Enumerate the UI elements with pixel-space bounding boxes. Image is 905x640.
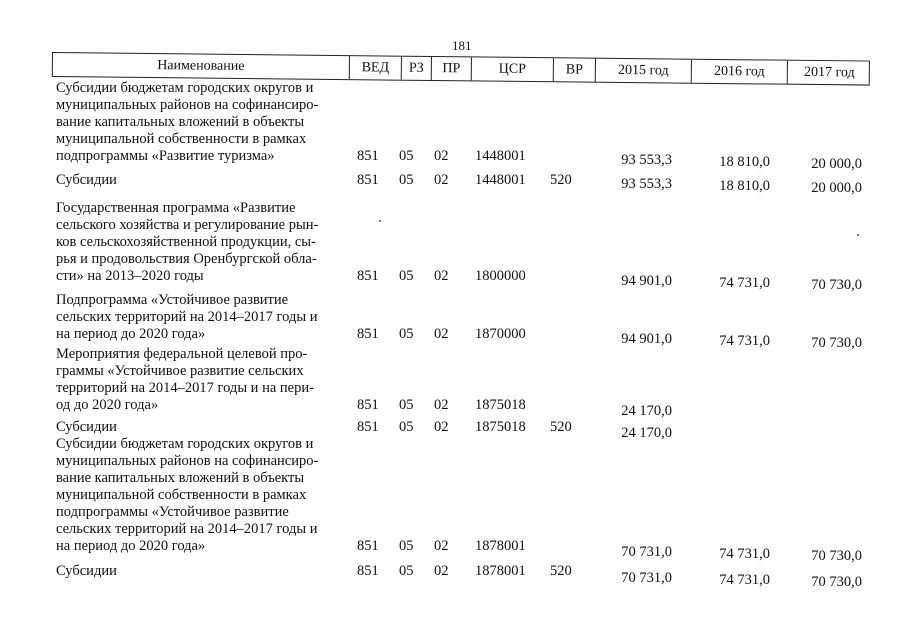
cell-name: Мероприятия федеральной целевой про- граммы «Устойчивое развитие сельских территорий на 2014–2017 годы и на пери- од до 2020 года» <box>56 346 314 413</box>
cell-name: Субсидии бюджетам городских округов и муниципальных районов на софинансиро- вание капитальных вложений в объекты муниципальной собственности в рамках подпрограммы «Развитие туризма» <box>56 80 319 164</box>
cell-2015: 24 170,0 <box>621 403 672 419</box>
cell-csr: 1875018 <box>475 419 526 435</box>
cell-ved: 851 <box>357 148 379 164</box>
header-ved: ВЕД <box>349 56 401 80</box>
cell-2017: 70 730,0 <box>811 574 862 590</box>
cell-ved: 851 <box>357 172 379 188</box>
cell-csr: 1870000 <box>475 326 526 342</box>
cell-csr: 1448001 <box>475 148 526 164</box>
header-rz: РЗ <box>401 57 431 80</box>
cell-rz: 05 <box>399 538 414 554</box>
cell-2015: 70 731,0 <box>621 570 672 586</box>
cell-csr: 1800000 <box>475 268 526 284</box>
cell-2015: 94 901,0 <box>621 273 672 289</box>
cell-rz: 05 <box>399 326 414 342</box>
cell-2017: 20 000,0 <box>811 156 862 172</box>
cell-2016: 18 810,0 <box>719 154 770 170</box>
cell-2016: 74 731,0 <box>719 572 770 588</box>
cell-ved: 851 <box>357 538 379 554</box>
cell-rz: 05 <box>399 397 414 413</box>
cell-name: Субсидии <box>56 419 117 435</box>
cell-pr: 02 <box>434 563 449 579</box>
cell-rz: 05 <box>399 268 414 284</box>
cell-ved: 851 <box>357 419 379 435</box>
cell-2015: 70 731,0 <box>621 544 672 560</box>
cell-vr: 520 <box>550 419 572 435</box>
cell-pr: 02 <box>434 172 449 188</box>
cell-csr: 1878001 <box>475 563 526 579</box>
cell-2015: 93 553,3 <box>621 152 672 168</box>
cell-rz: 05 <box>399 419 414 435</box>
cell-rz: 05 <box>399 563 414 579</box>
header-vr: ВР <box>553 58 595 81</box>
cell-name: Государственная программа «Развитие сельского хозяйства и регулирование рын- ков сельскохозяйственной продукции, сы- рья и продовольствия Оренбургской обла- сти» на 2013–2020 годы <box>56 200 319 284</box>
cell-2015: 94 901,0 <box>621 331 672 347</box>
cell-name: Подпрограмма «Устойчивое развитие сельских территорий на 2014–2017 годы и на период до 2020 года» <box>56 292 318 342</box>
cell-csr: 1875018 <box>475 397 526 413</box>
cell-ved: 851 <box>357 326 379 342</box>
cell-ved: 851 <box>357 397 379 413</box>
cell-csr: 1878001 <box>475 538 526 554</box>
header-2016: 2016 год <box>691 60 787 84</box>
header-2017: 2017 год <box>787 61 871 85</box>
cell-2016: 74 731,0 <box>719 333 770 349</box>
header-name: Наименование <box>157 57 245 74</box>
cell-pr: 02 <box>434 538 449 554</box>
cell-vr: 520 <box>550 172 572 188</box>
cell-2017: 70 730,0 <box>811 277 862 293</box>
cell-2017: 70 730,0 <box>811 548 862 564</box>
cell-2016: 74 731,0 <box>719 546 770 562</box>
cell-2016: 18 810,0 <box>719 178 770 194</box>
cell-rz: 05 <box>399 172 414 188</box>
cell-csr: 1448001 <box>475 172 526 188</box>
cell-2017: 20 000,0 <box>811 180 862 196</box>
cell-name: Субсидии бюджетам городских округов и муниципальных районов на софинансиро- вание капитальных вложений в объекты муниципальной собственности в рамках подпрограммы «Устойчивое развитие сельских территорий на 2014–2017 годы и на период до 2020 года» <box>56 436 319 554</box>
cell-pr: 02 <box>434 419 449 435</box>
cell-pr: 02 <box>434 148 449 164</box>
cell-vr: 520 <box>550 563 572 579</box>
cell-2015: 24 170,0 <box>621 425 672 441</box>
cell-pr: 02 <box>434 326 449 342</box>
page-number: 181 <box>452 38 472 53</box>
cell-2015: 93 553,3 <box>621 176 672 192</box>
cell-pr: 02 <box>434 397 449 413</box>
cell-name: Субсидии <box>56 563 117 579</box>
cell-ved: 851 <box>357 268 379 284</box>
scan-speck <box>379 220 381 222</box>
cell-2016: 74 731,0 <box>719 275 770 291</box>
header-csr: ЦСР <box>471 57 553 81</box>
cell-rz: 05 <box>399 148 414 164</box>
cell-2017: 70 730,0 <box>811 335 862 351</box>
cell-name: Субсидии <box>56 172 117 188</box>
cell-pr: 02 <box>434 268 449 284</box>
header-pr: ПР <box>431 57 471 80</box>
header-2015: 2015 год <box>595 59 691 83</box>
scan-speck <box>857 234 859 236</box>
cell-ved: 851 <box>357 563 379 579</box>
